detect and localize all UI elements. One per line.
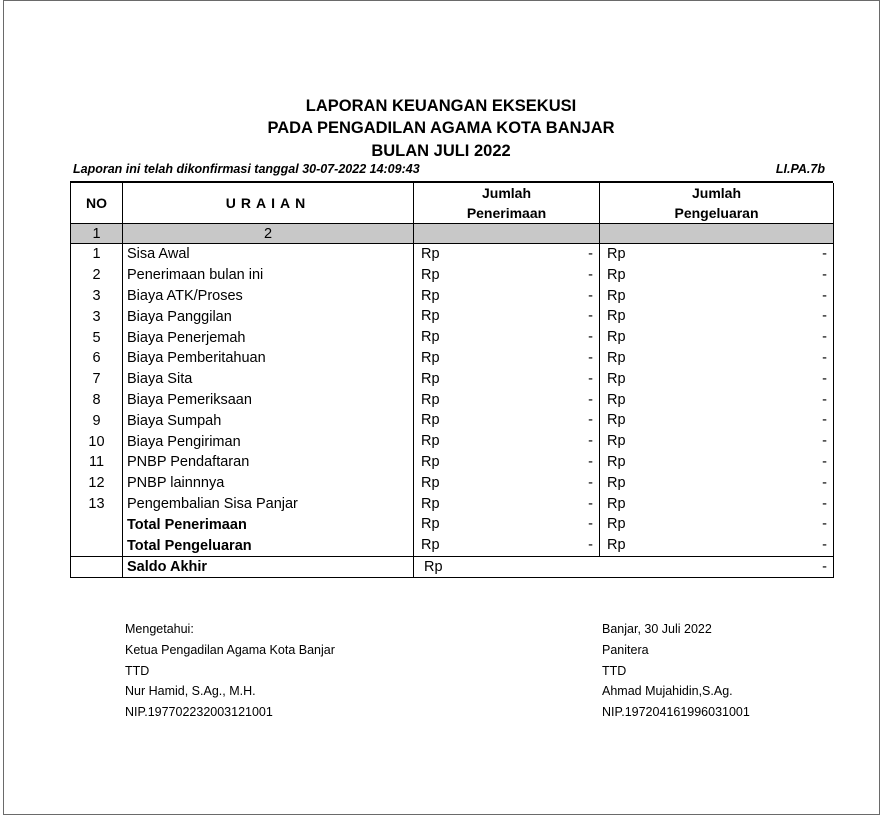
row-number: 6 — [71, 348, 123, 369]
row-description: Pengembalian Sisa Panjar — [123, 494, 414, 515]
currency-label: Rp — [421, 453, 440, 470]
row-number: 11 — [71, 452, 123, 473]
amount-value: - — [588, 453, 593, 470]
row-description: Biaya Panggilan — [123, 306, 414, 327]
total-penerimaan-row — [71, 514, 834, 535]
currency-label: Rp — [607, 516, 626, 533]
amount-value: - — [588, 474, 593, 491]
row-description: Penerimaan bulan ini — [123, 265, 414, 286]
table-row — [71, 327, 834, 348]
sig-right-name: Ahmad Mujahidin,S.Ag. — [602, 684, 733, 699]
currency-label: Rp — [607, 495, 626, 512]
amount-value: - — [588, 391, 593, 408]
signature-block-right — [602, 619, 750, 723]
table-row — [71, 473, 834, 494]
currency-label: Rp — [421, 329, 440, 346]
saldo-akhir-row — [71, 556, 834, 577]
amount-value: - — [822, 370, 827, 387]
row-description: PNBP Pendaftaran — [123, 452, 414, 473]
currency-label: Rp — [421, 495, 440, 512]
table-row — [71, 286, 834, 307]
amount-value: - — [822, 558, 827, 575]
sig-right-nip: NIP.197204161996031001 — [602, 705, 750, 720]
currency-label: Rp — [607, 329, 626, 346]
column-index-blank — [414, 224, 600, 244]
amount-value: - — [822, 474, 827, 491]
amount-value: - — [822, 453, 827, 470]
currency-label: Rp — [421, 287, 440, 304]
total-pengeluaran-label: Total Pengeluaran — [123, 535, 414, 556]
currency-label: Rp — [607, 391, 626, 408]
amount-value: - — [588, 370, 593, 387]
col-pengeluaran-line1: Jumlah — [691, 185, 741, 201]
row-description: Sisa Awal — [123, 244, 414, 265]
amount-value: - — [822, 433, 827, 450]
sig-left-nip: NIP.197702232003121001 — [125, 705, 273, 720]
row-description: Biaya Penerjemah — [123, 327, 414, 348]
row-number: 2 — [71, 265, 123, 286]
amount-value: - — [588, 308, 593, 325]
row-description: Biaya Sita — [123, 369, 414, 390]
amount-value: - — [822, 495, 827, 512]
row-number: 8 — [71, 390, 123, 411]
table-row — [71, 369, 834, 390]
currency-label: Rp — [607, 266, 626, 283]
amount-value: - — [822, 349, 827, 366]
table-row — [71, 348, 834, 369]
currency-label: Rp — [421, 246, 440, 262]
row-number: 9 — [71, 410, 123, 431]
table-row — [71, 265, 834, 286]
currency-label: Rp — [607, 433, 626, 450]
currency-label: Rp — [421, 474, 440, 491]
row-number: 7 — [71, 369, 123, 390]
column-index-blank — [600, 224, 834, 244]
currency-label: Rp — [421, 433, 440, 450]
amount-value: - — [588, 246, 593, 262]
row-number: 12 — [71, 473, 123, 494]
row-number: 10 — [71, 431, 123, 452]
currency-label: Rp — [421, 349, 440, 366]
column-index-row — [71, 224, 834, 244]
amount-value: - — [588, 433, 593, 450]
amount-value: - — [588, 349, 593, 366]
col-uraian-header: URAIAN — [123, 183, 414, 224]
amount-value: - — [588, 329, 593, 346]
col-no-header: NO — [71, 183, 123, 224]
currency-label: Rp — [421, 370, 440, 387]
currency-label: Rp — [421, 516, 440, 533]
currency-label: Rp — [607, 453, 626, 470]
sig-right-line3: TTD — [602, 663, 627, 678]
amount-value: - — [822, 266, 827, 283]
amount-value: - — [588, 266, 593, 283]
sig-left-line2: Ketua Pengadilan Agama Kota Banjar — [125, 642, 335, 657]
total-pengeluaran-row — [71, 535, 834, 556]
currency-label: Rp — [607, 287, 626, 304]
amount-value: - — [822, 308, 827, 325]
currency-label: Rp — [607, 349, 626, 366]
table-body — [71, 244, 834, 515]
amount-value: - — [822, 516, 827, 533]
amount-value: - — [588, 495, 593, 512]
amount-value: - — [822, 537, 827, 554]
report-title: LAPORAN KEUANGAN EKSEKUSI — [305, 97, 577, 115]
currency-label: Rp — [607, 308, 626, 325]
currency-label: Rp — [421, 412, 440, 429]
col-pengeluaran-line2: Pengeluaran — [674, 205, 759, 221]
row-description: Biaya Pemberitahuan — [123, 348, 414, 369]
col-pengeluaran-header — [600, 183, 834, 224]
amount-value: - — [822, 329, 827, 346]
row-description: Biaya ATK/Proses — [123, 286, 414, 307]
table-row — [71, 431, 834, 452]
amount-value: - — [822, 246, 827, 262]
currency-label: Rp — [421, 266, 440, 283]
table-header — [71, 183, 834, 224]
table-row — [71, 390, 834, 411]
currency-label: Rp — [421, 391, 440, 408]
currency-label: Rp — [607, 246, 626, 262]
amount-value: - — [822, 412, 827, 429]
currency-label: Rp — [421, 537, 440, 554]
report-table — [70, 183, 834, 578]
column-index-1: 1 — [71, 224, 123, 244]
row-number: 3 — [71, 306, 123, 327]
column-index-2: 2 — [123, 224, 414, 244]
sig-right-line1: Banjar, 30 Juli 2022 — [602, 622, 712, 636]
row-description: Biaya Sumpah — [123, 410, 414, 431]
confirmation-note: Laporan ini telah dikonfirmasi tanggal 30-07-2022 14:09:43 — [73, 162, 420, 176]
amount-value: - — [588, 516, 593, 533]
currency-label: Rp — [424, 558, 443, 575]
row-description: PNBP lainnnya — [123, 473, 414, 494]
row-number: 13 — [71, 494, 123, 515]
report-subtitle: PADA PENGADILAN AGAMA KOTA BANJAR — [267, 119, 615, 137]
col-penerimaan-header — [414, 183, 600, 224]
form-code: LI.PA.7b — [775, 162, 825, 176]
amount-value: - — [588, 412, 593, 429]
amount-value: - — [822, 391, 827, 408]
table-row — [71, 452, 834, 473]
amount-value: - — [822, 287, 827, 304]
sig-left-line1: Mengetahui: — [125, 622, 194, 636]
amount-value: - — [588, 287, 593, 304]
currency-label: Rp — [607, 370, 626, 387]
table-row — [71, 306, 834, 327]
currency-label: Rp — [607, 412, 626, 429]
amount-value: - — [588, 537, 593, 554]
row-number: 5 — [71, 327, 123, 348]
row-description: Biaya Pengiriman — [123, 431, 414, 452]
table-row — [71, 494, 834, 515]
table-row — [71, 244, 834, 265]
signature-block-left — [125, 619, 335, 723]
report-period: BULAN JULI 2022 — [371, 142, 511, 160]
table-row — [71, 410, 834, 431]
col-penerimaan-line1: Jumlah — [481, 185, 531, 201]
row-description: Biaya Pemeriksaan — [123, 390, 414, 411]
col-penerimaan-line2: Penerimaan — [466, 205, 547, 221]
row-number: 1 — [71, 244, 123, 265]
currency-label: Rp — [607, 474, 626, 491]
saldo-akhir-label: Saldo Akhir — [123, 556, 414, 577]
sig-right-line2: Panitera — [602, 642, 649, 657]
row-number: 3 — [71, 286, 123, 307]
currency-label: Rp — [607, 537, 626, 554]
sig-left-name: Nur Hamid, S.Ag., M.H. — [125, 684, 256, 699]
currency-label: Rp — [421, 308, 440, 325]
sig-left-line3: TTD — [125, 663, 150, 678]
total-penerimaan-label: Total Penerimaan — [123, 514, 414, 535]
